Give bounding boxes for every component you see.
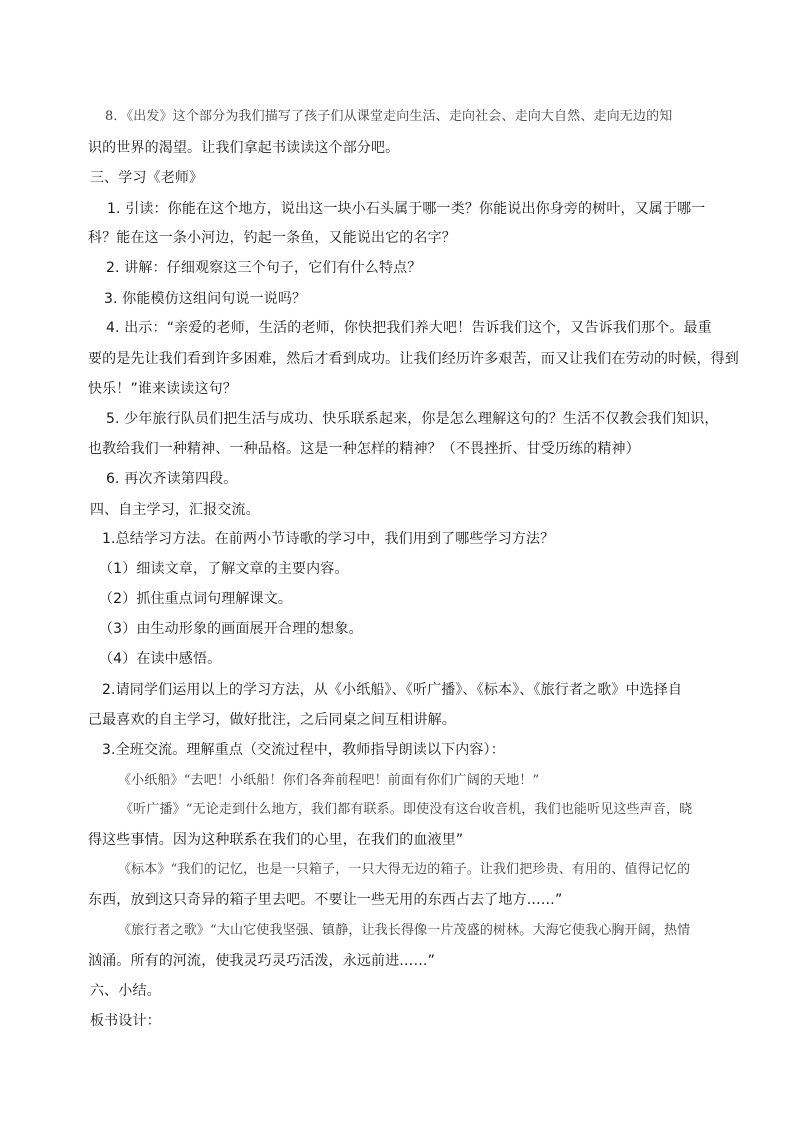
paragraph-line: 3.全班交流。理解重点（交流过程中，教师指导朗读以下内容）：: [102, 742, 505, 758]
quote-line: 得这些事情。因为这种联系在我们的心里，在我们的血液里”: [88, 832, 464, 848]
section-heading: 三、学习《老师》: [90, 170, 204, 186]
quote-line: 《听广播》“无论走到什么地方，我们都有联系。即使没有这台收音机，我们也能听见这些声音，晓: [120, 802, 693, 817]
paragraph-line: 要的是先让我们看到许多困难，然后才看到成功。让我们经历许多艰苦，而又让我们在劳动的时候，得到: [88, 351, 739, 367]
paragraph-line: 快乐！”谁来读读这句？: [88, 381, 237, 397]
quote-line: 《旅行者之歌》“大山它使我坚强、镇静，让我长得像一片茂盛的树林。大海它使我心胸开阔，热情: [118, 923, 691, 938]
paragraph-line: 4. 出示：“亲爱的老师，生活的老师，你快把我们养大吧！告诉我们这个，又告诉我们那个。最重: [106, 320, 712, 336]
list-item: （2）抓住重点词句理解课文。: [99, 591, 293, 607]
paragraph-line: 3. 你能模仿这组问句说一说吗？: [104, 291, 307, 307]
quote-line: 《小纸船》“去吧！小纸船！你们各奔前程吧！前面有你们广阔的天地！”: [118, 773, 540, 788]
paragraph-line: 1.总结学习方法。在前两小节诗歌的学习中，我们用到了哪些学习方法？: [102, 531, 555, 547]
paragraph-line: 识的世界的渴望。让我们拿起书读读这个部分吧。: [88, 140, 400, 156]
quote-line: 汹涌。所有的河流，使我灵巧灵巧活泼，永远前进……”: [88, 953, 436, 969]
list-item: （3）由生动形象的画面展开合理的想象。: [99, 621, 363, 637]
quote-line: 《标本》“我们的记忆，也是一只箱子，一只大得无边的箱子。让我们把珍贵、有用的、值得记忆的: [118, 862, 691, 877]
paragraph-line: 1. 引读：你能在这个地方，说出这一块小石头属于哪一类？你能说出你身旁的树叶，又属于哪一: [107, 201, 706, 217]
list-item: （4）在读中感悟。: [99, 651, 222, 667]
paragraph-line: 2. 讲解：仔细观察这三个句子，它们有什么特点？: [106, 260, 422, 276]
paragraph-line: 己最喜欢的自主学习，做好批注，之后同桌之间互相讲解。: [88, 712, 456, 728]
paragraph-line: 6. 再次齐读第四段。: [106, 471, 238, 487]
quote-line: 东西，放到这只奇异的箱子里去吧。不要让一些无用的东西占去了地方……”: [88, 892, 563, 908]
paragraph-line: 5. 少年旅行队员们把生活与成功、快乐联系起来，你是怎么理解这句的？生活不仅教会我们知识，: [106, 411, 719, 427]
section-heading: 四、自主学习，汇报交流。: [90, 502, 260, 518]
paragraph-line: 2.请同学们运用以上的学习方法，从《小纸船》、《听广播》、《标本》、《旅行者之歌》中选择自: [102, 682, 683, 698]
section-heading: 六、小结。: [90, 983, 161, 999]
list-item: （1）细读文章，了解文章的主要内容。: [99, 561, 349, 577]
paragraph-line: 科？能在这一条小河边，钓起一条鱼，又能说出它的名字？: [88, 230, 456, 246]
section-heading: 板书设计：: [90, 1013, 161, 1029]
paragraph-line: 也教给我们一种精神、一种品格。这是一种怎样的精神？（不畏挫折、甘受历练的精神）: [88, 441, 640, 457]
paragraph-line: 8．《出发》这个部分为我们描写了孩子们从课堂走向生活、走向社会、走向大自然、走向无边的知: [105, 109, 673, 124]
